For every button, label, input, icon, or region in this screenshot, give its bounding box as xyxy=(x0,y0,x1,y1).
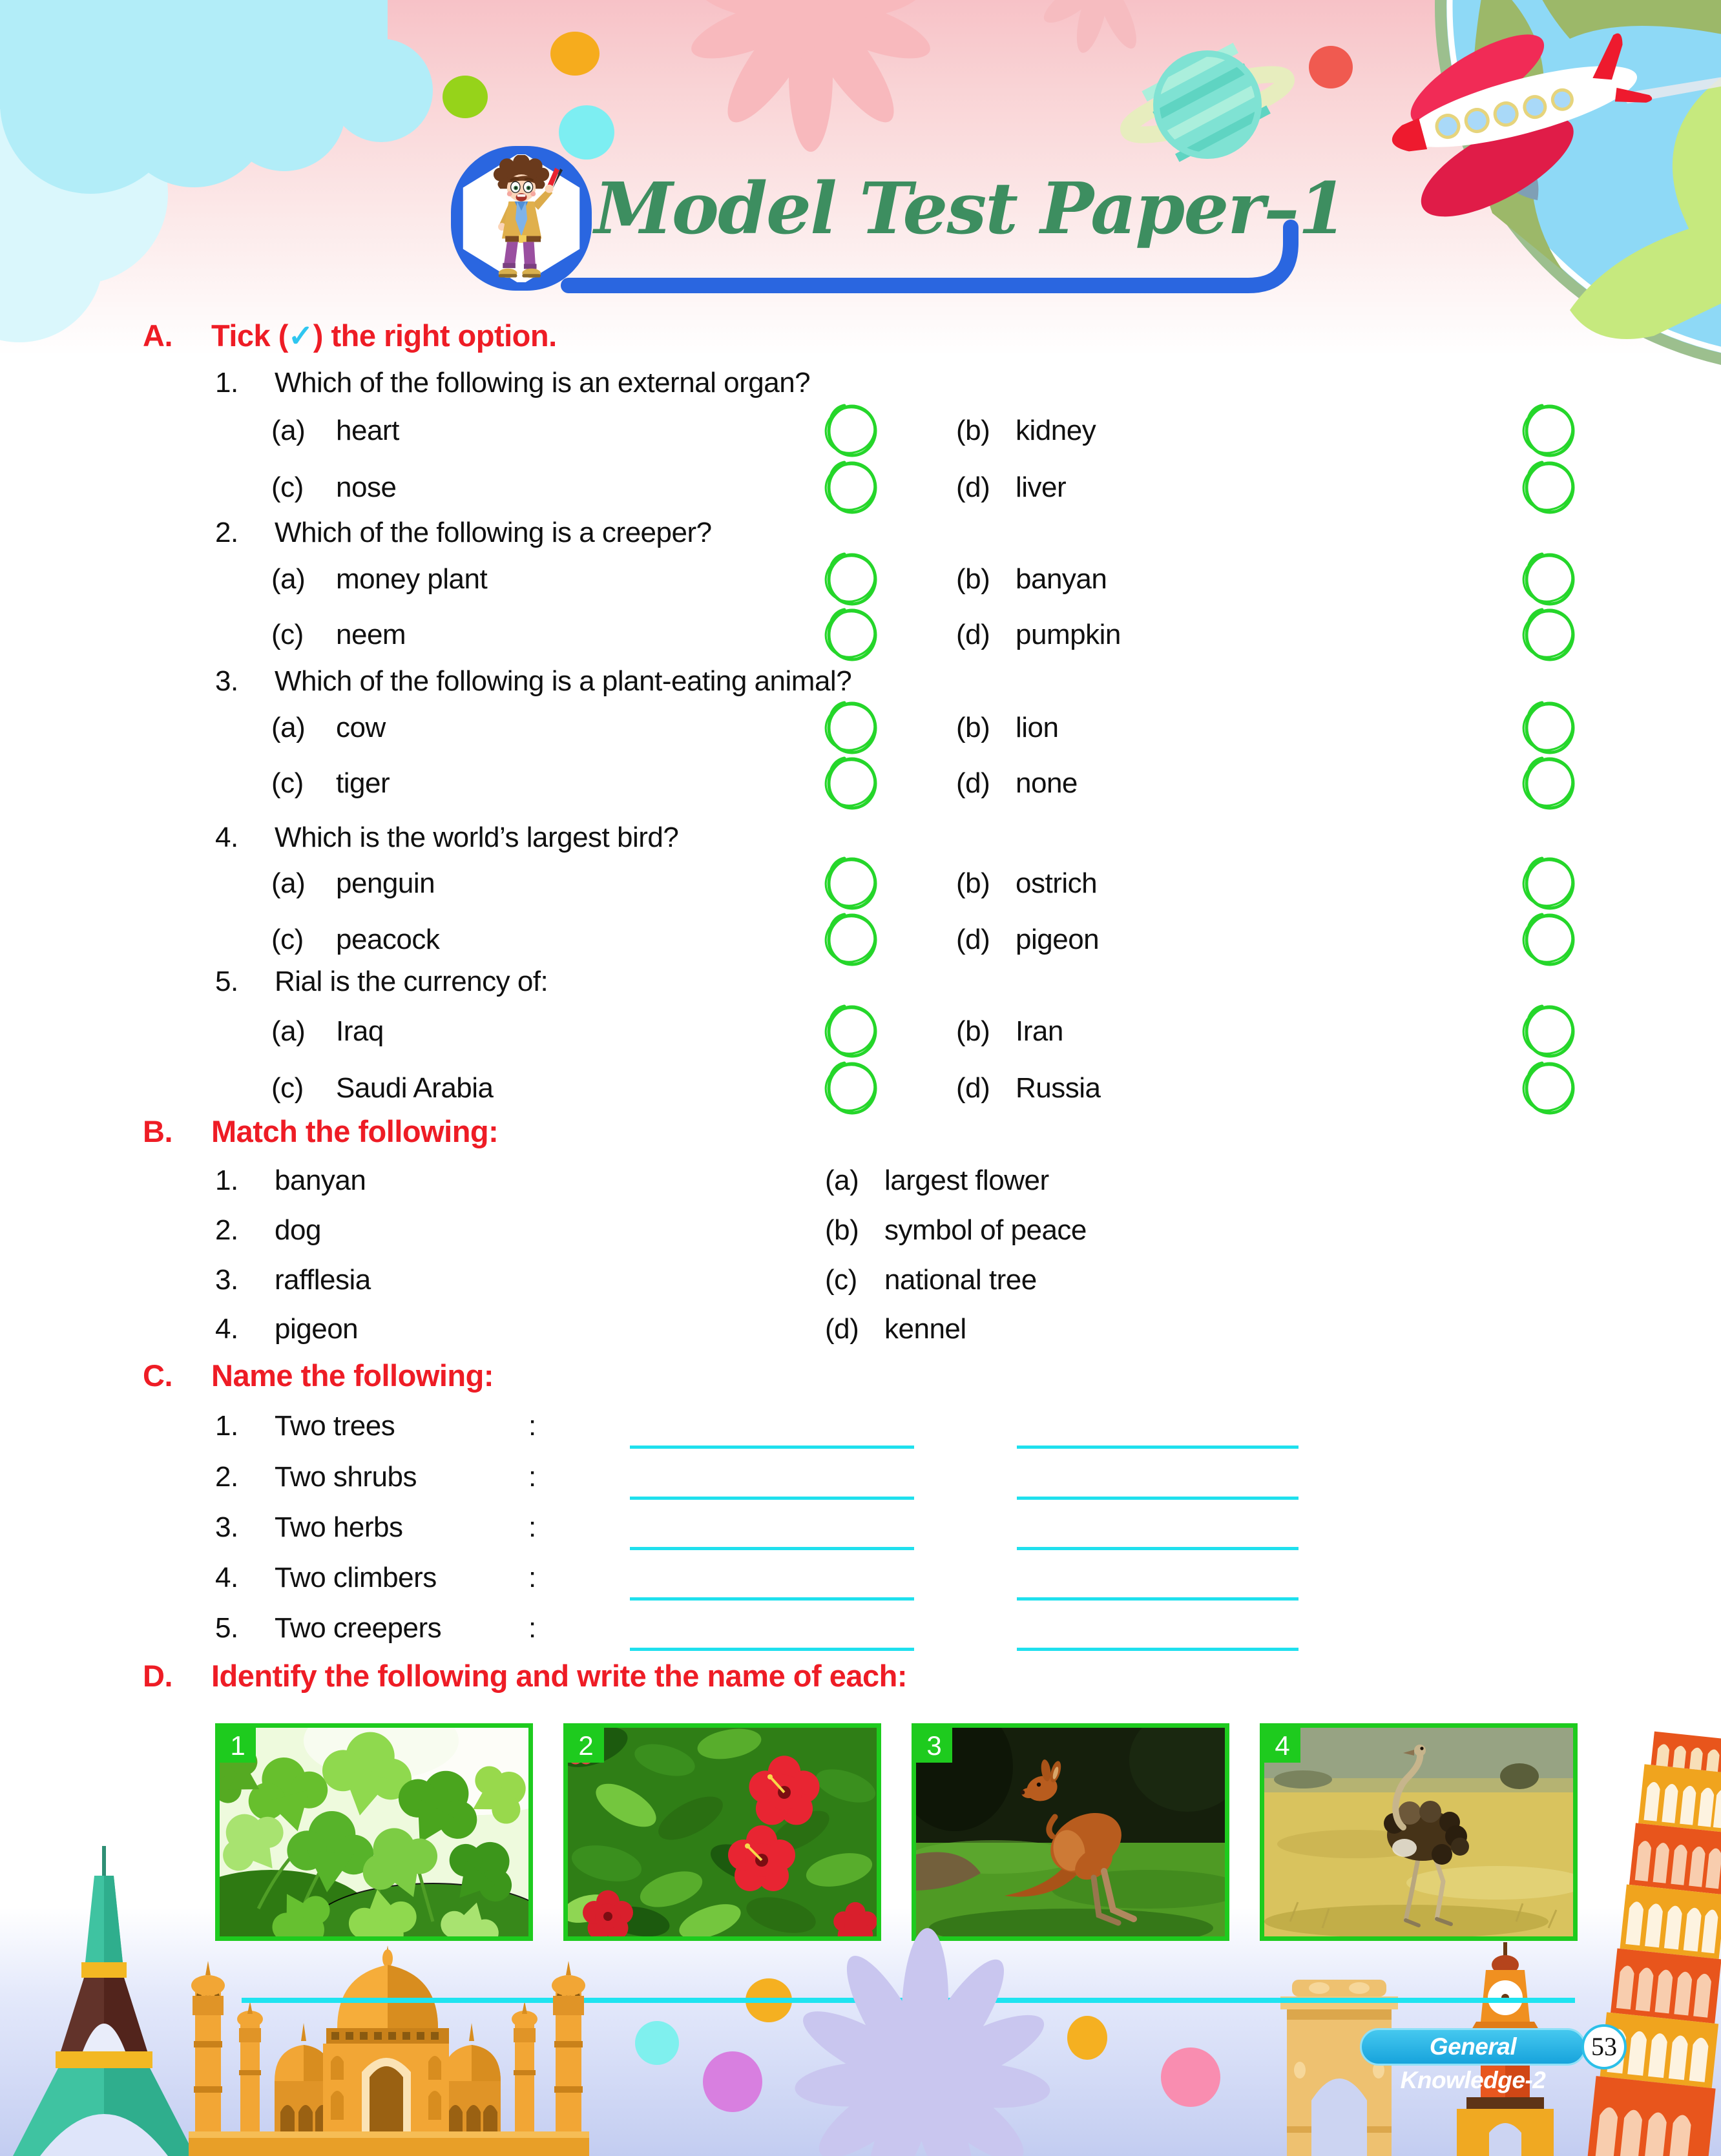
answer-blank[interactable] xyxy=(630,1648,914,1651)
pink-flower-icon xyxy=(1038,0,1143,56)
match-row-3: 3. rafflesia (c) national tree xyxy=(215,1264,1037,1296)
answer-blank[interactable] xyxy=(630,1497,914,1500)
answer-bubble[interactable] xyxy=(822,1003,881,1059)
q5-options-ab: (a) Iraq (b) Iran xyxy=(0,1012,1721,1051)
answer-bubble[interactable] xyxy=(1520,402,1578,458)
answer-bubble[interactable] xyxy=(822,755,881,811)
answer-bubble[interactable] xyxy=(1520,1060,1578,1115)
boy-with-pencil-icon xyxy=(474,155,568,282)
name-row-2: 2. Two shrubs : xyxy=(0,1458,1721,1497)
q1-options-cd: (c) nose (d) liver xyxy=(0,468,1721,507)
answer-bubble[interactable] xyxy=(1520,551,1578,606)
tick-icon: ✓ xyxy=(287,318,313,353)
pink-flower-icon xyxy=(685,0,937,152)
green-dot xyxy=(443,76,488,118)
question-1: 1. Which of the following is an external organ? xyxy=(215,367,811,399)
match-row-2: 2. dog (b) symbol of peace xyxy=(215,1214,1087,1246)
answer-bubble[interactable] xyxy=(822,551,881,606)
lavender-flower-icon xyxy=(793,1927,1053,2156)
q5-options-cd: (c) Saudi Arabia (d) Russia xyxy=(0,1069,1721,1108)
answer-bubble[interactable] xyxy=(822,700,881,755)
answer-bubble[interactable] xyxy=(822,855,881,911)
red-dot xyxy=(1309,46,1353,88)
q4-options-ab: (a) penguin (b) ostrich xyxy=(0,864,1721,903)
answer-bubble[interactable] xyxy=(1520,755,1578,811)
section-letter: A. xyxy=(143,318,172,353)
answer-bubble[interactable] xyxy=(822,606,881,662)
answer-blank[interactable] xyxy=(630,1446,914,1449)
eiffel-tower-icon xyxy=(13,1846,195,2156)
section-a-heading xyxy=(0,316,1721,355)
answer-blank[interactable] xyxy=(1017,1547,1299,1550)
answer-blank[interactable] xyxy=(1017,1597,1299,1601)
question-2: 2. Which of the following is a creeper? xyxy=(215,517,712,548)
answer-bubble[interactable] xyxy=(1520,700,1578,755)
image-number: 3 xyxy=(916,1728,952,1763)
answer-bubble[interactable] xyxy=(1520,459,1578,515)
q2-options-cd: (c) neem (d) pumpkin xyxy=(0,616,1721,654)
section-d-heading: D. Identify the following and write the name of each: xyxy=(143,1659,907,1693)
match-row-1: 1. banyan (a) largest flower xyxy=(215,1165,1049,1196)
orange-dot xyxy=(550,32,600,76)
answer-blank[interactable] xyxy=(1017,1648,1299,1651)
question-3: 3. Which of the following is a plant-eating animal? xyxy=(215,665,852,697)
answer-blank[interactable] xyxy=(630,1547,914,1550)
name-row-3: 3. Two herbs : xyxy=(0,1508,1721,1547)
image-number: 1 xyxy=(220,1728,256,1763)
answer-blank[interactable] xyxy=(630,1597,914,1601)
q1-options-ab: (a) heart (b) kidney xyxy=(0,411,1721,450)
section-b-heading: B. Match the following: xyxy=(143,1114,499,1148)
image-number: 2 xyxy=(568,1728,604,1763)
boy-badge xyxy=(451,146,592,291)
answer-bubble[interactable] xyxy=(1520,855,1578,911)
q4-options-cd: (c) peacock (d) pigeon xyxy=(0,920,1721,959)
page-number: 53 xyxy=(1581,2024,1627,2069)
taj-minaret xyxy=(552,1961,585,2131)
violet-dot xyxy=(703,2051,762,2112)
page-title: Model Test Paper–1 xyxy=(594,167,1346,250)
q3-options-cd: (c) tiger (d) none xyxy=(0,764,1721,803)
answer-blank[interactable] xyxy=(1017,1497,1299,1500)
answer-bubble[interactable] xyxy=(1520,911,1578,967)
answer-bubble[interactable] xyxy=(1520,606,1578,662)
orange-dot xyxy=(1067,2016,1107,2060)
image-number: 4 xyxy=(1264,1728,1300,1763)
answer-bubble[interactable] xyxy=(1520,1003,1578,1059)
cyan-dot xyxy=(635,2021,679,2065)
question-5: 5. Rial is the currency of: xyxy=(215,966,548,997)
name-row-4: 4. Two climbers : xyxy=(0,1559,1721,1597)
name-row-1: 1. Two trees : xyxy=(0,1407,1721,1446)
india-gate-icon xyxy=(1280,1980,1398,2156)
saturn-planet-icon xyxy=(1123,43,1291,162)
match-row-4: 4. pigeon (d) kennel xyxy=(215,1313,966,1345)
taj-mahal-icon xyxy=(189,1945,589,2156)
q2-options-ab: (a) money plant (b) banyan xyxy=(0,560,1721,599)
name-row-5: 5. Two creepers : xyxy=(0,1609,1721,1648)
pink-dot xyxy=(1161,2047,1220,2107)
answer-bubble[interactable] xyxy=(822,402,881,458)
section-c-heading: C. Name the following: xyxy=(143,1358,494,1393)
section-title: Tick (✓) the right option. xyxy=(211,318,557,353)
answer-bubble[interactable] xyxy=(822,459,881,515)
answer-bubble[interactable] xyxy=(822,911,881,967)
cloud-icon xyxy=(0,0,433,194)
question-4: 4. Which is the world’s largest bird? xyxy=(215,822,679,853)
answer-bubble[interactable] xyxy=(822,1060,881,1115)
answer-blank[interactable] xyxy=(1017,1446,1299,1449)
series-badge: General Knowledge-2 xyxy=(1360,2028,1586,2066)
q3-options-ab: (a) cow (b) lion xyxy=(0,709,1721,747)
pisa-tower-icon xyxy=(1587,1729,1721,2156)
